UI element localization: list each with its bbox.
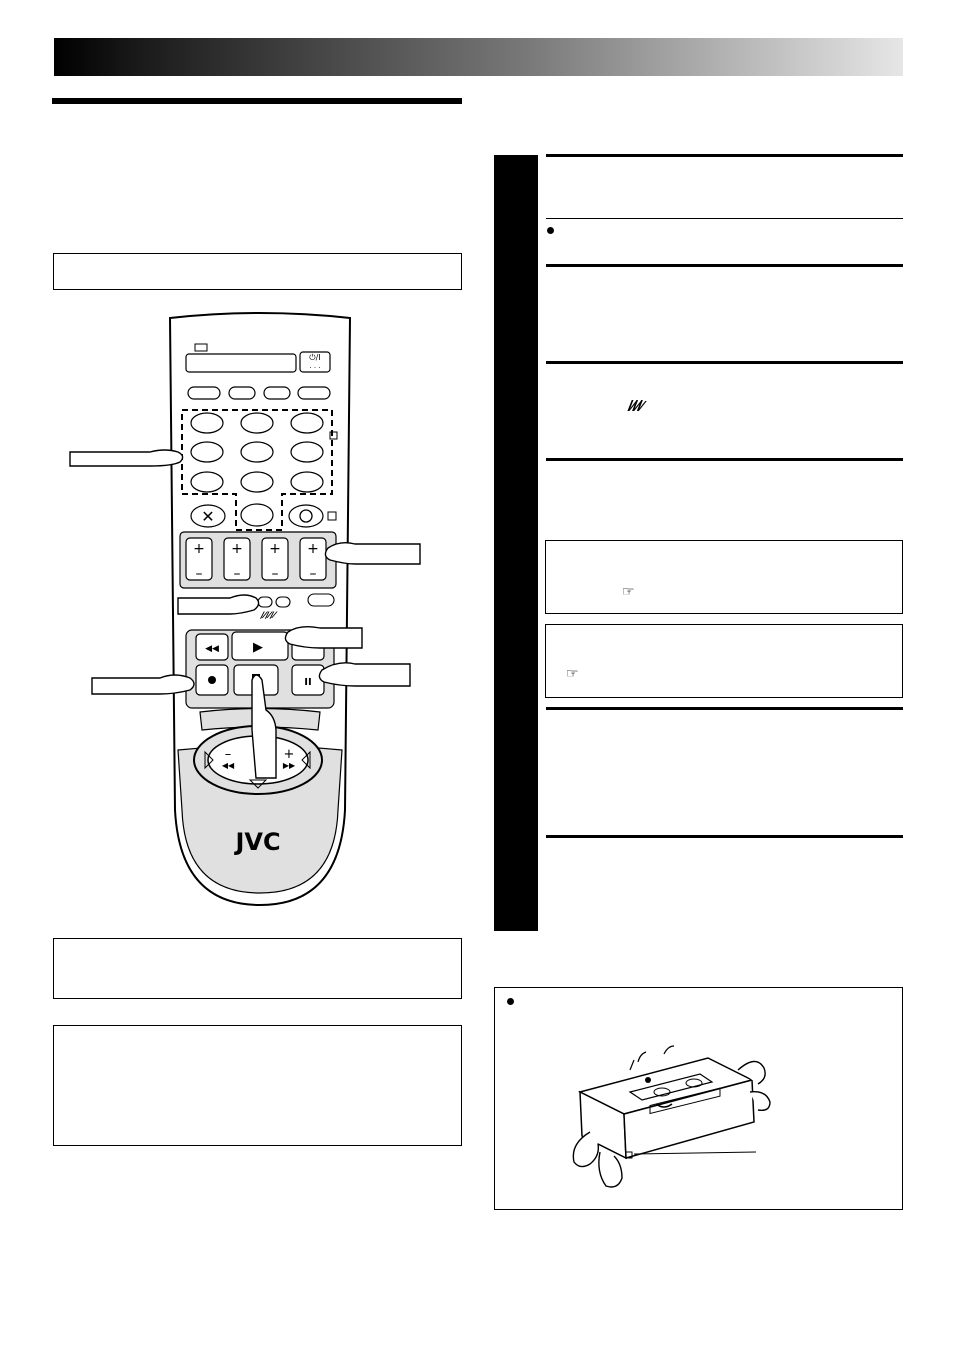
cancel-icon: ✕ [201,507,215,526]
svg-text:–: – [224,747,232,762]
pointing-hand-icon: ☞ [566,665,579,681]
svg-text:–: – [271,566,279,582]
svg-text:▶▶: ▶▶ [282,761,296,770]
step-3-rule [546,361,903,364]
svg-text:· · ·: · · · [309,364,321,372]
pause-icon: II [304,677,312,688]
function-button-4 [298,387,330,399]
function-button-1 [188,387,220,399]
hand-channel [325,543,420,564]
svg-text:+: + [231,541,243,557]
hand-record [92,675,194,694]
function-button-2 [229,387,255,399]
svg-text:◀◀: ◀◀ [221,761,235,770]
svg-text:–: – [233,566,241,582]
record-icon [208,676,216,684]
steps-sidebar-bar [494,155,538,931]
rewind-icon: ◀◀ [205,644,219,654]
svg-text:+: + [193,541,205,557]
timer-button [289,505,323,527]
remote-control-illustration [60,300,440,920]
step-note-box-2 [545,624,903,698]
step-note-box-1 [545,540,903,614]
power-icon: ⏻/I [309,353,321,362]
play-icon: ▶ [253,640,263,655]
step-1-rule [546,154,903,157]
step-1-bullet [547,227,554,234]
function-button-3 [264,387,290,399]
svg-text:+: + [269,541,281,557]
hand-play [285,627,362,648]
svg-text:+: + [283,747,295,762]
svg-text:+: + [307,541,319,557]
index-icon: /⁄/⁄/⁄ [260,611,276,621]
step-4-rule [546,458,903,461]
step-2-rule [546,264,903,267]
section-heading-rule [52,98,462,104]
cassette-note-bullet [507,998,514,1005]
index-icon: /⁄/⁄/⁄ [628,398,643,415]
svg-text:–: – [309,566,317,582]
note-box-bottom [53,1025,462,1146]
hand-keypad [70,450,183,466]
note-box-middle [53,938,462,999]
cassette-illustration [560,1040,780,1200]
header-gradient-bar [54,38,903,76]
step-6-rule [546,835,903,838]
brand-logo: JVC [235,828,281,856]
pointing-hand-icon: ☞ [622,583,635,599]
step-1-subrule [546,218,903,219]
hand-index [178,595,259,614]
hand-pause [319,663,410,686]
svg-text:–: – [195,566,203,582]
note-box-top [53,253,462,290]
step-5-rule [546,707,903,710]
